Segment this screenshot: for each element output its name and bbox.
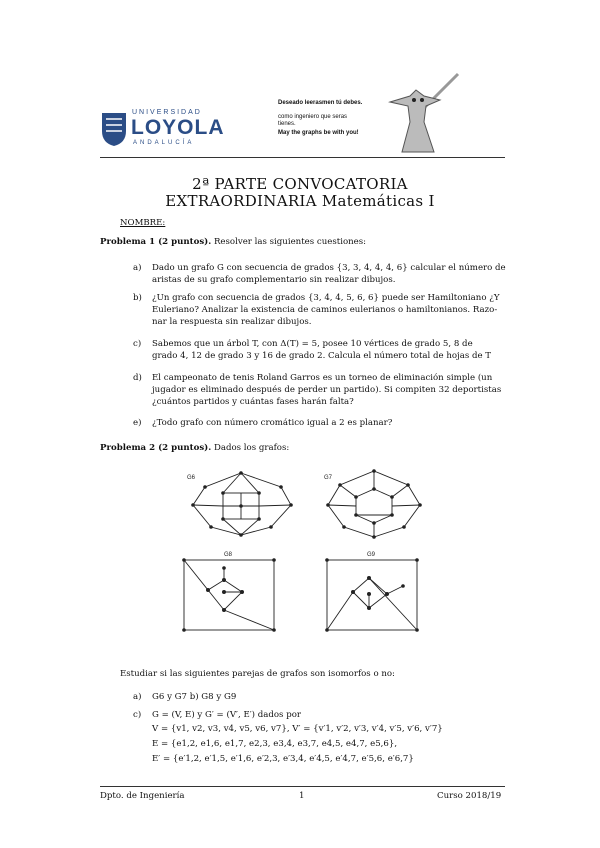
p2-item-c-label: c) <box>133 710 142 720</box>
problem2-intro: Dados los grafos: <box>211 443 290 453</box>
banner-line-2: como ingeniero que seras <box>278 114 348 120</box>
logo-university: UNIVERSIDAD <box>132 109 202 116</box>
p2-item-a-text: G6 y G7 b) G8 y G9 <box>152 692 237 702</box>
p1-item-a-line2: aristas de su grafo complementario sin realizar dibujos. <box>152 275 396 285</box>
problem1-heading: Problema 1 (2 puntos). <box>100 237 212 247</box>
graph-g6-label: G6 <box>187 475 196 481</box>
title-line-2: EXTRAORDINARIA Matemáticas I <box>165 192 435 210</box>
p1-item-b-line1: ¿Un grafo con secuencia de grados {3, 4, 4, 5, 6, 6} puede ser Hamiltoniano ¿Y <box>152 293 500 303</box>
p1-item-c-line2: grado 4, 12 de grado 3 y 16 de grado 2. Calcula el número total de hojas de T <box>152 351 492 361</box>
problem1-intro: Resolver las siguientes cuestiones: <box>211 237 367 247</box>
logo-name: LOYOLA <box>131 116 225 139</box>
banner-line-3: tienes. <box>278 121 296 127</box>
p1-item-d-label: d) <box>133 373 142 383</box>
p1-item-d-line3: ¿cuántos partidos y cuántas fases harán falta? <box>152 397 354 407</box>
p2-set-e-prime: E′ = {e′1,2, e′1,5, e′1,6, e′2,3, e′3,4, e′4,5, e′4,7, e′5,6, e′6,7} <box>152 754 414 764</box>
nombre-label: NOMBRE: <box>120 218 166 228</box>
graph-g8 <box>180 550 280 635</box>
p1-item-c-line1: Sabemos que un árbol T, con Δ(T) = 5, posee 10 vértices de grado 5, 8 de <box>152 339 473 349</box>
p1-item-a-label: a) <box>133 263 142 273</box>
graph-g8-label: G8 <box>224 552 233 558</box>
problem1-statement <box>100 237 366 249</box>
banner-line-1: Deseado leerasmen tú debes. <box>278 100 363 106</box>
p2-item-a-label: a) <box>133 692 142 702</box>
footer-page-number: 1 <box>299 791 305 801</box>
banner-line-4: May the graphs be with you! <box>278 130 359 136</box>
yoda-illustration <box>380 72 460 154</box>
graph-g7 <box>320 465 430 545</box>
shield-icon <box>100 111 128 147</box>
graph-g7-label: G7 <box>324 475 333 481</box>
logo-region: ANDALUCÍA <box>133 140 195 146</box>
p1-item-a-line1: Dado un grafo G con secuencia de grados {3, 3, 4, 4, 4, 6} calcular el número de <box>152 263 506 273</box>
p1-item-b-line2: Euleriano? Analizar la existencia de caminos eulerianos o hamiltonianos. Razo- <box>152 305 498 315</box>
title-line-1: 2ª PARTE CONVOCATORIA <box>192 175 408 193</box>
yoda-banner <box>272 72 462 154</box>
p1-item-b-label: b) <box>133 293 142 303</box>
p1-item-e-line1: ¿Todo grafo con número cromático igual a 2 es planar? <box>152 418 393 428</box>
p1-item-e-label: e) <box>133 418 142 428</box>
p1-item-b-line3: nar la respuesta sin realizar dibujos. <box>152 317 312 327</box>
graph-g6 <box>183 465 303 545</box>
p2-study-text: Estudiar si las siguientes parejas de grafos son isomorfos o no: <box>120 669 395 679</box>
p1-item-d-line1: El campeonato de tenis Roland Garros es un torneo de eliminación simple (un <box>152 373 493 383</box>
graph-g9-label: G9 <box>367 552 376 558</box>
problem2-statement <box>100 443 289 455</box>
p2-set-v: V = {v1, v2, v3, v4, v5, v6, v7}, V′ = {v′1, v′2, v′3, v′4, v′5, v′6, v′7} <box>152 724 443 734</box>
p1-item-c-label: c) <box>133 339 142 349</box>
footer-department: Dpto. de Ingeniería <box>100 791 185 801</box>
university-logo <box>100 107 225 157</box>
p2-item-c-text: G = (V, E) y G′ = (V′, E′) dados por <box>152 710 301 720</box>
problem2-heading: Problema 2 (2 puntos). <box>100 443 212 453</box>
header-rule <box>100 157 505 158</box>
graph-g9 <box>323 550 423 635</box>
p2-set-e: E = {e1,2, e1,6, e1,7, e2,3, e3,4, e3,7, e4,5, e4,7, e5,6}, <box>152 739 398 749</box>
footer-course: Curso 2018/19 <box>437 791 502 801</box>
footer-rule <box>100 786 505 787</box>
p1-item-d-line2: jugador es eliminado después de perder un partido). Si compiten 32 deportistas <box>152 385 502 395</box>
